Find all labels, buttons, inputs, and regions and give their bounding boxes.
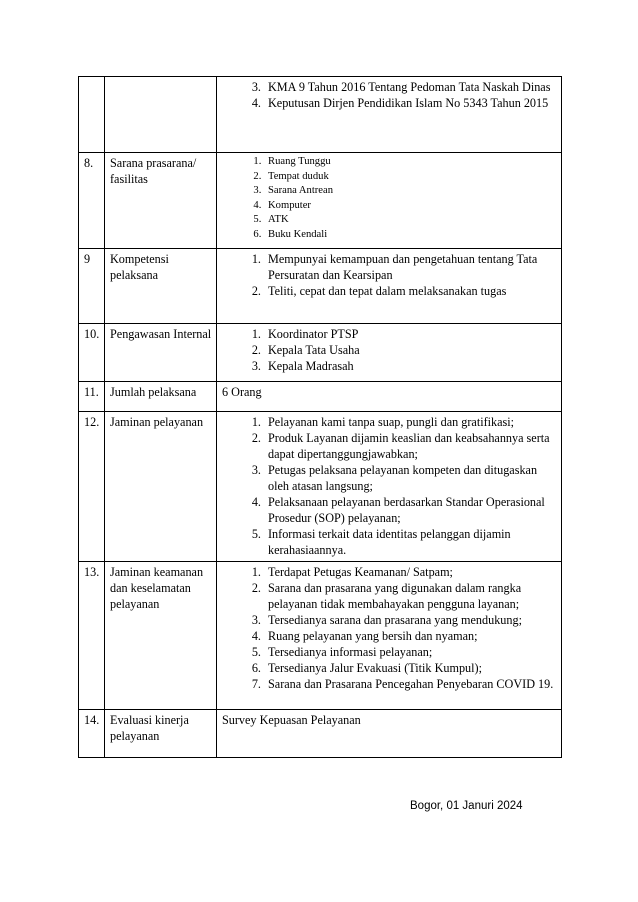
evaluation-method: Survey Kepuasan Pelayanan — [222, 713, 361, 727]
list-item: 3. KMA 9 Tahun 2016 Tentang Pedoman Tata Naskah Dinas — [264, 79, 557, 95]
table-row — [79, 324, 562, 382]
place-date-signoff: Bogor, 01 Januri 2024 — [410, 800, 523, 812]
row-content — [217, 382, 562, 412]
row-number — [79, 77, 105, 153]
list-item: 6. Buku Kendali — [264, 228, 557, 243]
list-item: 1. Koordinator PTSP — [264, 326, 557, 342]
list-item: 2. Sarana dan prasarana yang digunakan dalam rangka pelayanan tidak membahayakan pengguna layanan; — [264, 580, 557, 612]
row-label: Jaminan keamanan dan keselamatan pelayanan — [105, 562, 217, 710]
list-item: 1. Ruang Tunggu — [264, 155, 557, 170]
list-item: 2. Tempat duduk — [264, 170, 557, 185]
competence-list — [222, 251, 557, 299]
row-label: Pengawasan Internal — [105, 324, 217, 382]
list-item: 5. ATK — [264, 213, 557, 228]
row-content — [217, 710, 562, 758]
list-item: 5. Informasi terkait data identitas pelanggan dijamin kerahasiaannya. — [264, 526, 557, 558]
list-item: 4. Pelaksanaan pelayanan berdasarkan Standar Operasional Prosedur (SOP) pelayanan; — [264, 494, 557, 526]
row-number: 10. — [79, 324, 105, 382]
row-content — [217, 412, 562, 562]
row-number: 13. — [79, 562, 105, 710]
list-item: 1. Terdapat Petugas Keamanan/ Satpam; — [264, 564, 557, 580]
supervision-list — [222, 326, 557, 374]
row-label: Sarana prasarana/ fasilitas — [105, 153, 217, 249]
row-label: Jumlah pelaksana — [105, 382, 217, 412]
service-standard-table — [78, 76, 562, 758]
facilities-list — [222, 155, 557, 242]
list-item: 1. Pelayanan kami tanpa suap, pungli dan gratifikasi; — [264, 414, 557, 430]
table-row — [79, 382, 562, 412]
list-item: 6. Tersedianya Jalur Evakuasi (Titik Kumpul); — [264, 660, 557, 676]
list-item: 2. Produk Layanan dijamin keaslian dan keabsahannya serta dapat dipertanggungjawabkan; — [264, 430, 557, 462]
row-content — [217, 153, 562, 249]
row-number: 9 — [79, 249, 105, 324]
row-label — [105, 77, 217, 153]
list-item: 4. Komputer — [264, 199, 557, 214]
staff-count: 6 Orang — [222, 385, 262, 399]
list-item: 4. Keputusan Dirjen Pendidikan Islam No 5343 Tahun 2015 — [264, 95, 557, 111]
list-item: 3. Tersedianya sarana dan prasarana yang mendukung; — [264, 612, 557, 628]
row-content — [217, 249, 562, 324]
row-label: Kompetensi pelaksana — [105, 249, 217, 324]
row-number: 11. — [79, 382, 105, 412]
table-row — [79, 153, 562, 249]
row-number: 12. — [79, 412, 105, 562]
list-item: 3. Petugas pelaksana pelayanan kompeten dan ditugaskan oleh atasan langsung; — [264, 462, 557, 494]
row-label: Evaluasi kinerja pelayanan — [105, 710, 217, 758]
table-row — [79, 562, 562, 710]
list-item: 1. Mempunyai kemampuan dan pengetahuan tentang Tata Persuratan dan Kearsipan — [264, 251, 557, 283]
list-item: 4. Ruang pelayanan yang bersih dan nyaman; — [264, 628, 557, 644]
row-number: 8. — [79, 153, 105, 249]
list-item: 2. Kepala Tata Usaha — [264, 342, 557, 358]
safety-guarantee-list — [222, 564, 557, 692]
list-item: 3. Sarana Antrean — [264, 184, 557, 199]
list-item: 5. Tersedianya informasi pelayanan; — [264, 644, 557, 660]
row-content — [217, 562, 562, 710]
row-number: 14. — [79, 710, 105, 758]
service-guarantee-list — [222, 414, 557, 558]
table-row — [79, 77, 562, 153]
table-row — [79, 249, 562, 324]
row-label: Jaminan pelayanan — [105, 412, 217, 562]
legal-basis-list — [222, 79, 557, 111]
table-row — [79, 412, 562, 562]
row-content — [217, 324, 562, 382]
list-item: 7. Sarana dan Prasarana Pencegahan Penyebaran COVID 19. — [264, 676, 557, 692]
list-item: 2. Teliti, cepat dan tepat dalam melaksanakan tugas — [264, 283, 557, 299]
table-row — [79, 710, 562, 758]
list-item: 3. Kepala Madrasah — [264, 358, 557, 374]
row-content — [217, 77, 562, 153]
